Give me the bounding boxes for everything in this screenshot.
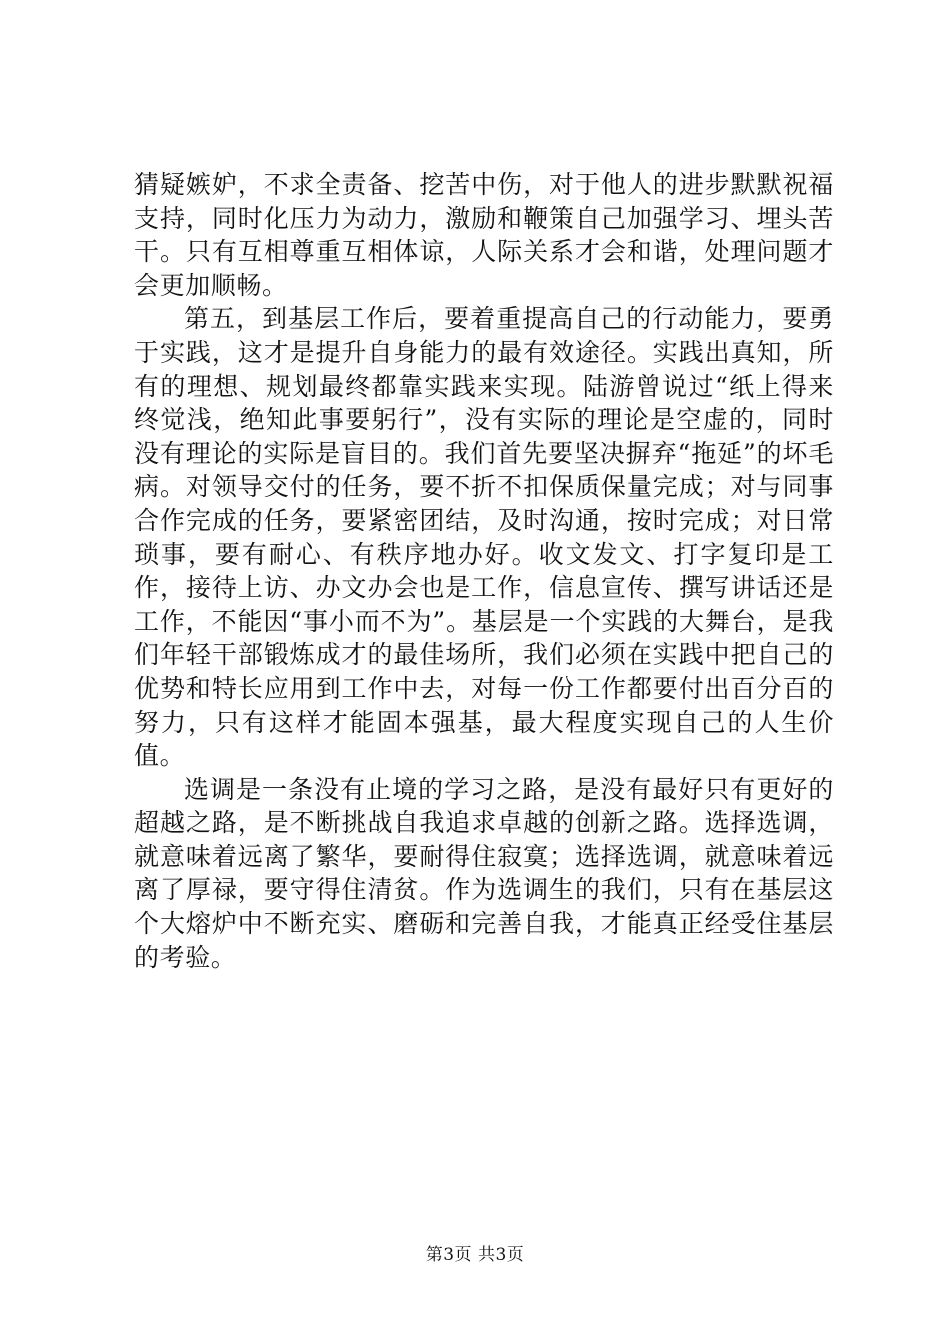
paragraph-conclusion: 选调是一条没有止境的学习之路，是没有最好只有更好的超越之路，是不断挑战自我追求卓越的创新之路。选择选调，就意味着远离了繁华，要耐得住寂寞；选择选调，就意味着远离了厚禄，要守得住清贫。作为选调生的我们，只有在基层这个大熔炉中不断充实、磨砺和完善自我，才能真正经受住基层的考验。: [134, 774, 834, 972]
paragraph-interpersonal-harmony: 猜疑嫉妒，不求全责备、挖苦中伤，对于他人的进步默默祝福支持，同时化压力为动力，激励和鞭策自己加强学习、埋头苦干。只有互相尊重互相体谅，人际关系才会和谐，处理问题才会更加顺畅。: [134, 170, 834, 300]
paragraph-fifth-point-practice: 第五，到基层工作后，要着重提高自己的行动能力，要勇于实践，这才是提升自身能力的最有效途径。实践出真知，所有的理想、规划最终都靠实践来实现。陆游曾说过“纸上得来终觉浅，绝知此事要躬行”，没有实际的理论是空虚的，同时没有理论的实际是盲目的。我们首先要坚决摒弃“拖延”的坏毛病。对领导交付的任务，要不折不扣保质保量完成；对与同事合作完成的任务，要紧密团结，及时沟通，按时完成；对日常琐事，要有耐心、有秩序地办好。收文发文、打字复印是工作，接待上访、办文办会也是工作，信息宣传、撰写讲话还是工作，不能因“事小而不为”。基层是一个实践的大舞台，是我们年轻干部锻炼成才的最佳场所，我们必须在实践中把自己的优势和特长应用到工作中去，对每一份工作都要付出百分百的努力，只有这样才能固本强基，最大程度实现自己的人生价值。: [134, 304, 834, 771]
page-number: 第3页 共3页: [425, 1245, 525, 1265]
document-body: [134, 168, 834, 974]
page-footer: [0, 1243, 950, 1267]
